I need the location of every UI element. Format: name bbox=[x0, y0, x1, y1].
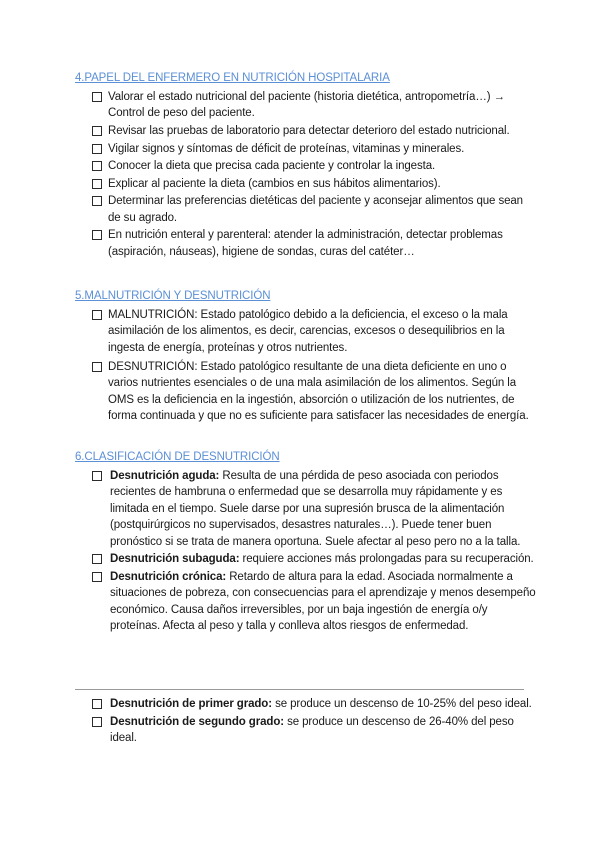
checkbox-icon[interactable] bbox=[92, 230, 102, 240]
checkbox-icon[interactable] bbox=[92, 196, 102, 206]
list-item bbox=[92, 696, 536, 712]
checklist-clasificacion bbox=[92, 468, 536, 636]
item-text: se produce un descenso de 26-40% del peso ideal. bbox=[110, 715, 514, 744]
checkbox-icon[interactable] bbox=[92, 92, 102, 102]
checkbox-icon[interactable] bbox=[92, 161, 102, 171]
list-item bbox=[92, 569, 536, 635]
list-item bbox=[92, 468, 536, 550]
list-item bbox=[92, 551, 536, 567]
item-text: Determinar las preferencias dietéticas del paciente y aconsejar alimentos que sean de su agrado. bbox=[108, 195, 523, 224]
checklist-grados bbox=[92, 696, 536, 748]
item-text: Vigilar signos y síntomas de déficit de proteínas, vitaminas y minerales. bbox=[108, 142, 465, 155]
list-item bbox=[92, 227, 532, 260]
checkbox-icon[interactable] bbox=[92, 310, 102, 320]
checkbox-icon[interactable] bbox=[92, 362, 102, 372]
checkbox-icon[interactable] bbox=[92, 554, 102, 564]
list-item bbox=[92, 158, 532, 174]
section-heading-clasificacion: 6.CLASIFICACIÓN DE DESNUTRICIÓN bbox=[75, 451, 280, 463]
section-heading-papel-enfermero: 4.PAPEL DEL ENFERMERO EN NUTRICIÓN HOSPITALARIA bbox=[75, 72, 390, 84]
item-text: se produce un descenso de 10-25% del peso ideal. bbox=[271, 698, 532, 710]
checklist-malnutricion bbox=[92, 307, 532, 426]
item-text: Retardo de altura para la edad. Asociada normalmente a situaciones de pobreza, con consecuencias para el aprendizaje y menos desempeño económico. Causa daños irreversibles, por un baja ingestión de energía o/y proteínas. Afecta al peso y talla y conlleva altos riesgos de enfermedad. bbox=[110, 570, 536, 633]
item-term: Desnutrición subaguda: bbox=[110, 553, 240, 566]
item-text: Resulta de una pérdida de peso asociada con periodos recientes de hambruna o enfermedad que se desarrolla muy rápidamente y es limitada en el tiempo. Suele darse por una supresión brusca de la alimentación (postquirúrgicos no supervisados, desastres naturales…). Puede tener buen pronóstico si se trata de manera oportuna. Suele afectar al peso pero no a la talla. bbox=[110, 470, 521, 548]
list-item bbox=[92, 176, 532, 192]
item-text: Explicar al paciente la dieta (cambios en sus hábitos alimentarios). bbox=[108, 177, 441, 190]
checkbox-icon[interactable] bbox=[92, 471, 102, 481]
list-item bbox=[92, 193, 532, 226]
list-item bbox=[92, 141, 532, 157]
list-item bbox=[92, 307, 532, 356]
list-item bbox=[92, 359, 532, 425]
item-term: Desnutrición de primer grado: bbox=[110, 698, 272, 710]
checkbox-icon[interactable] bbox=[92, 699, 102, 709]
item-text: requiere acciones más prolongadas para su recuperación. bbox=[239, 553, 534, 566]
checkbox-icon[interactable] bbox=[92, 572, 102, 582]
list-item bbox=[92, 123, 532, 139]
item-text: Revisar las pruebas de laboratorio para detectar deterioro del estado nutricional. bbox=[108, 125, 510, 137]
section-heading-malnutricion: 5.MALNUTRICIÓN Y DESNUTRICIÓN bbox=[75, 290, 271, 302]
item-text: En nutrición enteral y parenteral: atender la administración, detectar problemas (aspiración, náuseas), higiene de sondas, curas del catéter… bbox=[108, 229, 503, 258]
item-text: MALNUTRICIÓN: Estado patológico debido a la deficiencia, el exceso o la mala asimilación de los alimentos, es decir, carencias, excesos o desequilibrios en la ingesta de energía, proteínas y otros nutrientes. bbox=[108, 309, 508, 354]
checkbox-icon[interactable] bbox=[92, 126, 102, 136]
item-term: Desnutrición crónica: bbox=[110, 570, 227, 583]
checkbox-icon[interactable] bbox=[92, 717, 102, 727]
checklist-papel-enfermero bbox=[92, 89, 532, 261]
checkbox-icon[interactable] bbox=[92, 144, 102, 154]
list-item bbox=[92, 89, 532, 122]
item-text: DESNUTRICIÓN: Estado patológico resultante de una dieta deficiente en uno o varios nutrientes esenciales o de una mala asimilación de los alimentos. Según la OMS es la deficiencia en la ingestión, absorción o utilización de los nutrientes, de forma continuada y que no es suficiente para satisfacer las necesidades de energía. bbox=[108, 360, 529, 422]
list-item bbox=[92, 714, 536, 747]
item-term: Desnutrición de segundo grado: bbox=[110, 715, 284, 728]
checkbox-icon[interactable] bbox=[92, 179, 102, 189]
item-text: Valorar el estado nutricional del paciente (historia dietética, antropometría…) → Control de peso del paciente. bbox=[108, 91, 505, 120]
horizontal-divider bbox=[75, 689, 524, 690]
item-text: Conocer la dieta que precisa cada paciente y controlar la ingesta. bbox=[108, 160, 436, 173]
item-term: Desnutrición aguda: bbox=[110, 470, 220, 482]
